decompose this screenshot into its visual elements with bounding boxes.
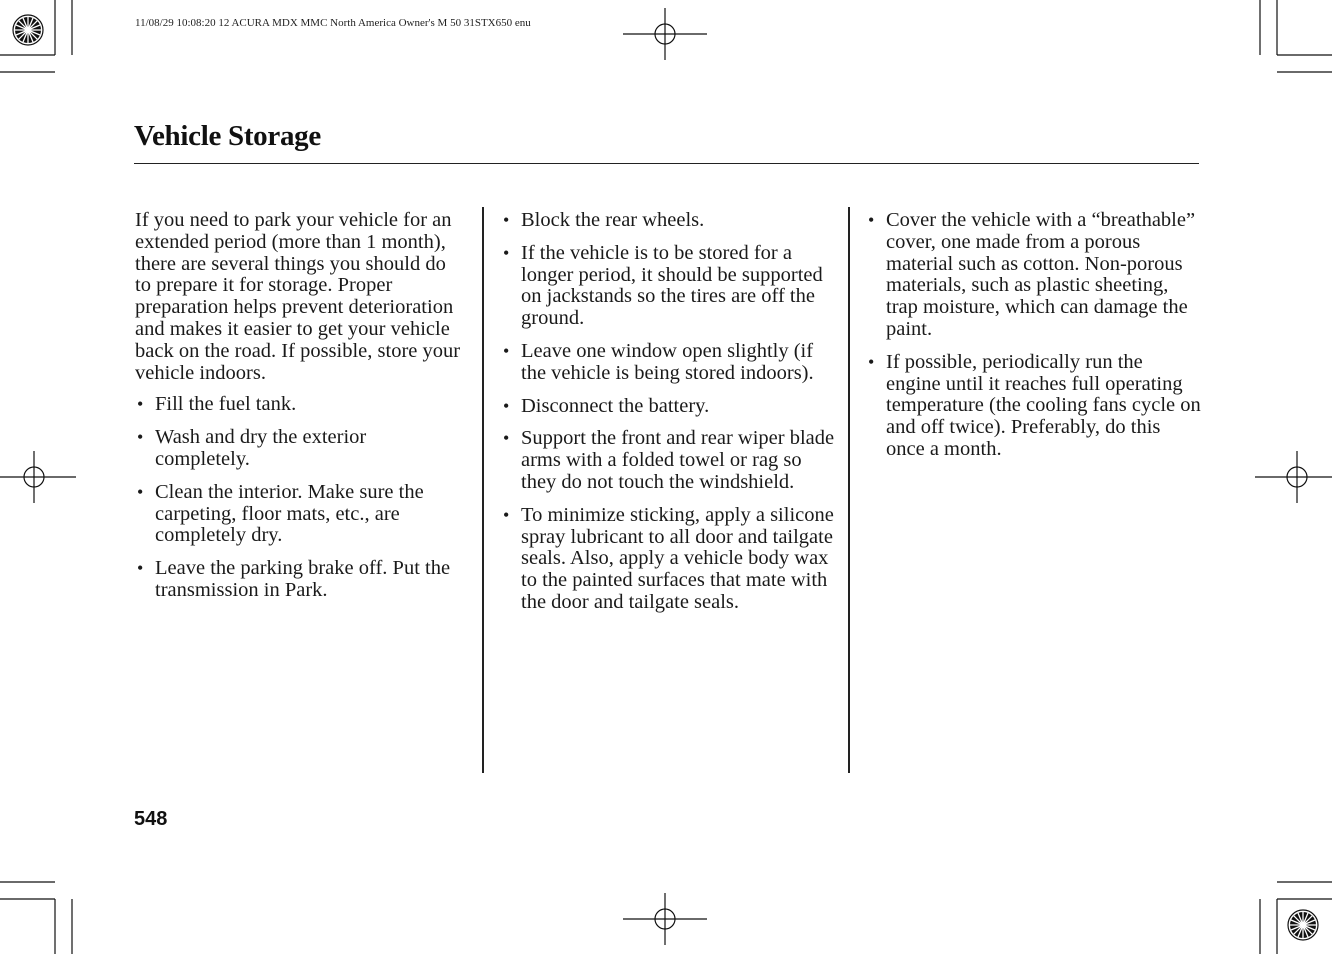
crosshair-bottom-icon: [623, 893, 707, 945]
column-divider-2: [848, 207, 850, 773]
list-item-text: To minimize sticking, apply a silicone spray lubricant to all door and tailgate seals. Also, apply a vehicle body wax to the painted surfaces that mate with the door and tailgate seals.: [521, 503, 834, 613]
list-item: [501, 243, 836, 330]
bullet-icon: •: [503, 428, 510, 449]
list-item: [135, 427, 465, 471]
storage-steps-list-2: [501, 210, 836, 614]
list-item-text: Wash and dry the exterior completely.: [155, 426, 367, 470]
column-1: [135, 210, 465, 613]
list-item-text: If the vehicle is to be stored for a longer period, it should be supported on jackstands so the tires are off the ground.: [521, 241, 823, 330]
page-number: 548: [134, 808, 168, 830]
print-job-header: 11/08/29 10:08:20 12 ACURA MDX MMC North America Owner's M 50 31STX650 enu: [135, 17, 531, 29]
list-item: [501, 341, 836, 385]
list-item: [135, 558, 465, 602]
bullet-icon: •: [137, 427, 144, 448]
bullet-icon: •: [137, 394, 144, 415]
registration-sunburst-top-left-icon: [13, 15, 43, 45]
intro-paragraph: If you need to park your vehicle for an extended period (more than 1 month), there are several things you should do to prepare it for storage. Proper preparation helps prevent deterioration and makes it easier to get your vehicle back on the road. If possible, store your vehicle indoors.: [135, 209, 461, 384]
list-item-text: Leave one window open slightly (if the vehicle is being stored indoors).: [521, 339, 814, 384]
registration-sunburst-bottom-right-icon: [1288, 910, 1318, 940]
title-rule: [134, 163, 1199, 164]
bullet-icon: •: [137, 558, 144, 579]
list-item-text: Disconnect the battery.: [521, 394, 710, 417]
storage-steps-list-1: [135, 394, 465, 601]
list-item: [501, 505, 836, 614]
list-item-text: Clean the interior. Make sure the carpeting, floor mats, etc., are completely dry.: [155, 480, 424, 547]
list-item-text: Block the rear wheels.: [521, 209, 705, 231]
list-item-text: If possible, periodically run the engine until it reaches full operating temperature (the cooling fans cycle on and off twice). Preferably, do this once a month.: [886, 350, 1201, 460]
bullet-icon: •: [503, 504, 510, 525]
list-item: [135, 394, 465, 416]
crosshair-top-icon: [623, 8, 707, 60]
bullet-icon: •: [868, 351, 875, 372]
column-divider-1: [482, 207, 484, 773]
bullet-icon: •: [868, 210, 875, 230]
storage-steps-list-3: [866, 210, 1201, 461]
bullet-icon: •: [503, 210, 510, 230]
bullet-icon: •: [503, 340, 510, 361]
column-3: [866, 210, 1201, 472]
list-item-text: Fill the fuel tank.: [155, 393, 297, 416]
bullet-icon: •: [503, 242, 510, 263]
list-item: [501, 210, 836, 232]
list-item: [501, 428, 836, 493]
list-item: [866, 352, 1201, 461]
list-item-text: Cover the vehicle with a “breathable” cover, one made from a porous material such as cotton. Non-porous materials, such as plastic sheeting, trap moisture, which can damage the paint.: [886, 209, 1196, 340]
list-item: [866, 210, 1201, 341]
list-item-text: Leave the parking brake off. Put the transmission in Park.: [155, 557, 451, 601]
crosshair-left-icon: [0, 451, 76, 503]
page-title: Vehicle Storage: [134, 120, 321, 152]
column-2: [501, 210, 836, 625]
list-item: [135, 482, 465, 547]
bullet-icon: •: [503, 395, 510, 416]
crosshair-right-icon: [1255, 451, 1332, 503]
list-item-text: Support the front and rear wiper blade arms with a folded towel or rag so they do not touch the windshield.: [521, 427, 835, 493]
list-item: [501, 396, 836, 418]
bullet-icon: •: [137, 481, 144, 502]
